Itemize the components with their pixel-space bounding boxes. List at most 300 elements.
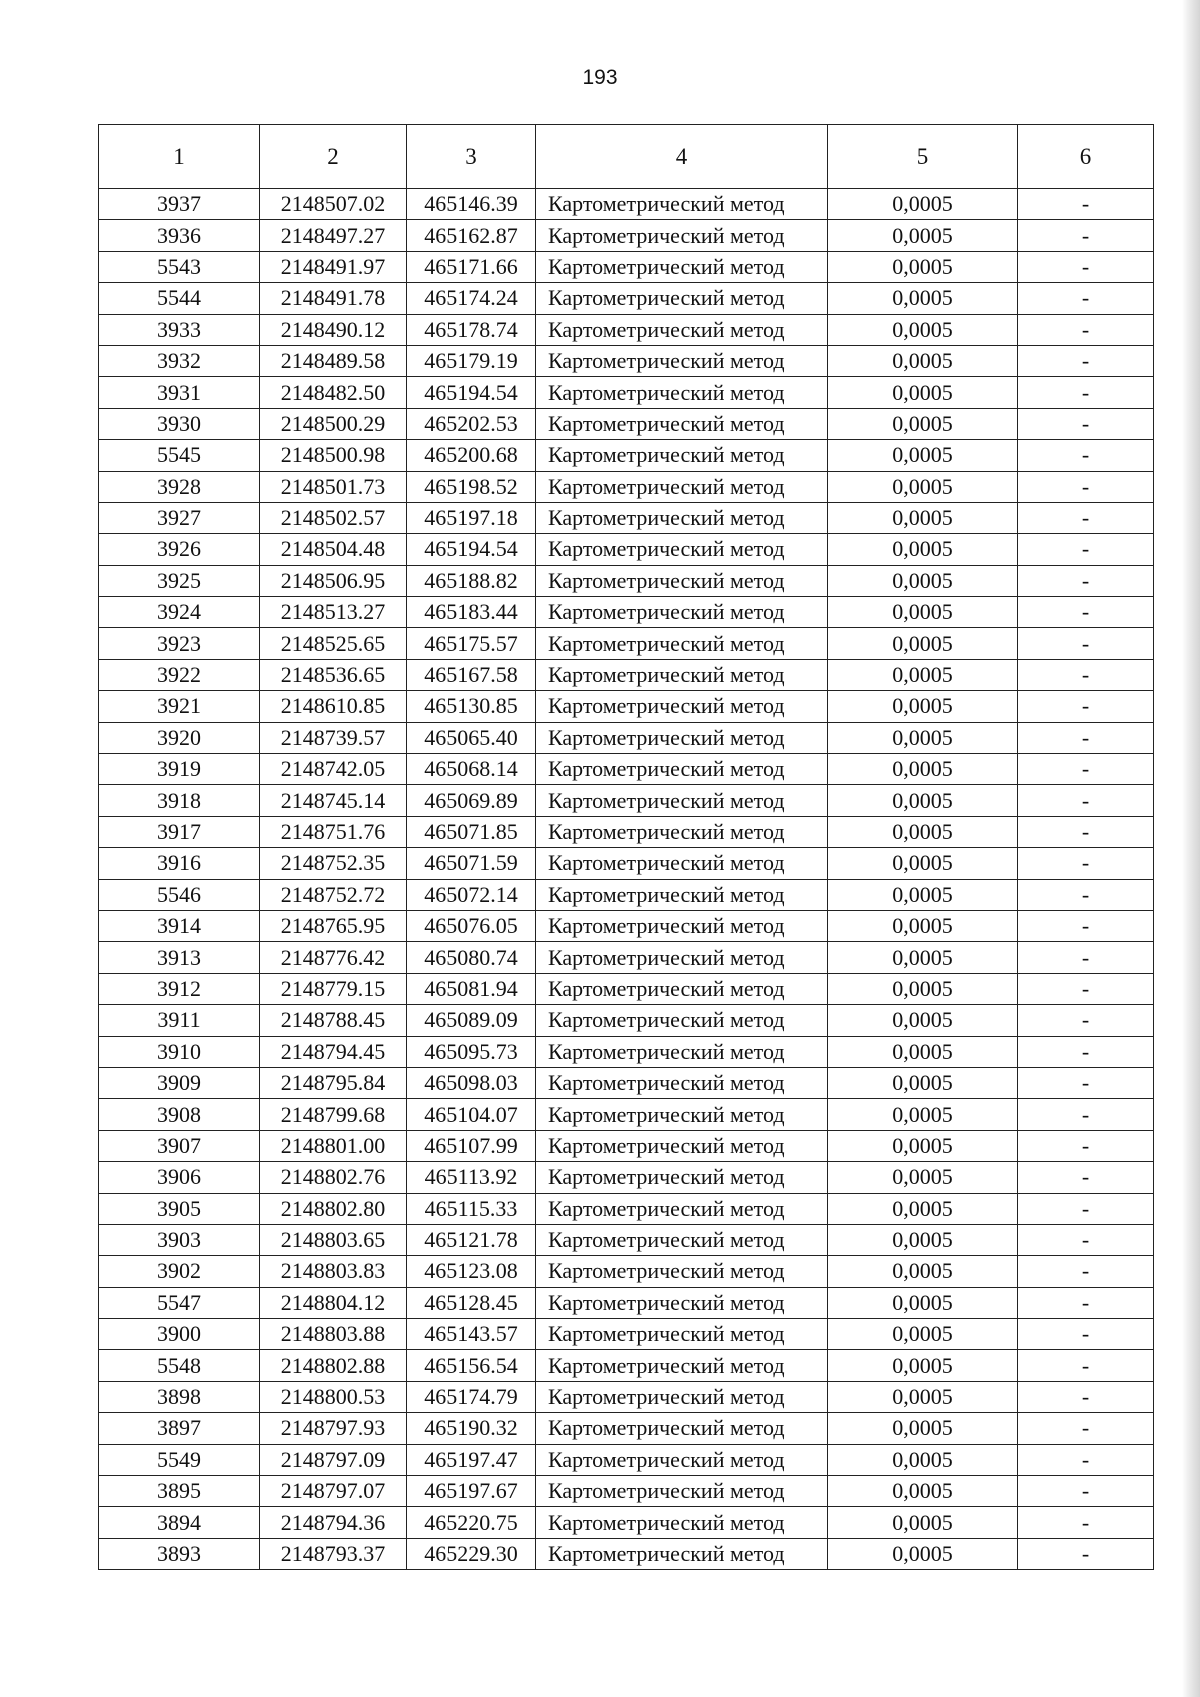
accuracy-cell: 0,0005 — [828, 1381, 1018, 1412]
point-number-cell: 3911 — [99, 1005, 260, 1036]
method-cell: Картометрический метод — [536, 1538, 828, 1569]
note-cell: - — [1018, 722, 1154, 753]
note-cell: - — [1018, 534, 1154, 565]
note-cell: - — [1018, 1381, 1154, 1412]
point-number-cell: 5546 — [99, 879, 260, 910]
table-row — [99, 189, 1154, 220]
point-number-cell: 3924 — [99, 597, 260, 628]
header-col-5: 5 — [828, 125, 1018, 189]
method-cell: Картометрический метод — [536, 597, 828, 628]
y-coordinate-cell: 465194.54 — [407, 534, 536, 565]
x-coordinate-cell: 2148802.80 — [260, 1193, 407, 1224]
accuracy-cell: 0,0005 — [828, 848, 1018, 879]
point-number-cell: 3925 — [99, 565, 260, 596]
note-cell: - — [1018, 1507, 1154, 1538]
note-cell: - — [1018, 785, 1154, 816]
point-number-cell: 3910 — [99, 1036, 260, 1067]
method-cell: Картометрический метод — [536, 1256, 828, 1287]
y-coordinate-cell: 465081.94 — [407, 973, 536, 1004]
note-cell: - — [1018, 1319, 1154, 1350]
x-coordinate-cell: 2148500.29 — [260, 408, 407, 439]
table-row — [99, 628, 1154, 659]
method-cell: Картометрический метод — [536, 502, 828, 533]
method-cell: Картометрический метод — [536, 189, 828, 220]
x-coordinate-cell: 2148745.14 — [260, 785, 407, 816]
x-coordinate-cell: 2148776.42 — [260, 942, 407, 973]
note-cell: - — [1018, 1067, 1154, 1098]
note-cell: - — [1018, 377, 1154, 408]
method-cell: Картометрический метод — [536, 910, 828, 941]
y-coordinate-cell: 465107.99 — [407, 1130, 536, 1161]
accuracy-cell: 0,0005 — [828, 1036, 1018, 1067]
table-row — [99, 1162, 1154, 1193]
point-number-cell: 3919 — [99, 754, 260, 785]
x-coordinate-cell: 2148489.58 — [260, 345, 407, 376]
y-coordinate-cell: 465183.44 — [407, 597, 536, 628]
method-cell: Картометрический метод — [536, 942, 828, 973]
accuracy-cell: 0,0005 — [828, 1256, 1018, 1287]
x-coordinate-cell: 2148803.83 — [260, 1256, 407, 1287]
method-cell: Картометрический метод — [536, 1413, 828, 1444]
accuracy-cell: 0,0005 — [828, 502, 1018, 533]
point-number-cell: 3926 — [99, 534, 260, 565]
x-coordinate-cell: 2148765.95 — [260, 910, 407, 941]
x-coordinate-cell: 2148788.45 — [260, 1005, 407, 1036]
method-cell: Картометрический метод — [536, 1507, 828, 1538]
note-cell: - — [1018, 565, 1154, 596]
method-cell: Картометрический метод — [536, 1005, 828, 1036]
table-row — [99, 565, 1154, 596]
accuracy-cell: 0,0005 — [828, 345, 1018, 376]
table-row — [99, 1067, 1154, 1098]
x-coordinate-cell: 2148794.45 — [260, 1036, 407, 1067]
x-coordinate-cell: 2148525.65 — [260, 628, 407, 659]
method-cell: Картометрический метод — [536, 1350, 828, 1381]
note-cell: - — [1018, 471, 1154, 502]
point-number-cell: 5544 — [99, 283, 260, 314]
table-row — [99, 754, 1154, 785]
accuracy-cell: 0,0005 — [828, 377, 1018, 408]
x-coordinate-cell: 2148501.73 — [260, 471, 407, 502]
note-cell: - — [1018, 440, 1154, 471]
x-coordinate-cell: 2148751.76 — [260, 816, 407, 847]
table-row — [99, 816, 1154, 847]
method-cell: Картометрический метод — [536, 1067, 828, 1098]
method-cell: Картометрический метод — [536, 659, 828, 690]
header-col-6: 6 — [1018, 125, 1154, 189]
table-row — [99, 659, 1154, 690]
point-number-cell: 3920 — [99, 722, 260, 753]
y-coordinate-cell: 465080.74 — [407, 942, 536, 973]
table-row — [99, 314, 1154, 345]
x-coordinate-cell: 2148801.00 — [260, 1130, 407, 1161]
y-coordinate-cell: 465202.53 — [407, 408, 536, 439]
y-coordinate-cell: 465065.40 — [407, 722, 536, 753]
table-row — [99, 1413, 1154, 1444]
note-cell: - — [1018, 1413, 1154, 1444]
x-coordinate-cell: 2148507.02 — [260, 189, 407, 220]
accuracy-cell: 0,0005 — [828, 1130, 1018, 1161]
accuracy-cell: 0,0005 — [828, 1067, 1018, 1098]
x-coordinate-cell: 2148752.35 — [260, 848, 407, 879]
method-cell: Картометрический метод — [536, 314, 828, 345]
y-coordinate-cell: 465076.05 — [407, 910, 536, 941]
note-cell: - — [1018, 345, 1154, 376]
point-number-cell: 3908 — [99, 1099, 260, 1130]
accuracy-cell: 0,0005 — [828, 722, 1018, 753]
table-row — [99, 1287, 1154, 1318]
table-body — [99, 189, 1154, 1570]
y-coordinate-cell: 465095.73 — [407, 1036, 536, 1067]
point-number-cell: 3936 — [99, 220, 260, 251]
note-cell: - — [1018, 691, 1154, 722]
point-number-cell: 3927 — [99, 502, 260, 533]
method-cell: Картометрический метод — [536, 534, 828, 565]
method-cell: Картометрический метод — [536, 1476, 828, 1507]
note-cell: - — [1018, 848, 1154, 879]
x-coordinate-cell: 2148490.12 — [260, 314, 407, 345]
table-row — [99, 879, 1154, 910]
x-coordinate-cell: 2148497.27 — [260, 220, 407, 251]
coordinates-table — [98, 124, 1154, 1570]
x-coordinate-cell: 2148803.65 — [260, 1224, 407, 1255]
note-cell: - — [1018, 910, 1154, 941]
accuracy-cell: 0,0005 — [828, 1350, 1018, 1381]
header-col-1: 1 — [99, 125, 260, 189]
method-cell: Картометрический метод — [536, 1224, 828, 1255]
method-cell: Картометрический метод — [536, 1099, 828, 1130]
table-row — [99, 597, 1154, 628]
note-cell: - — [1018, 1099, 1154, 1130]
header-row — [99, 125, 1154, 189]
accuracy-cell: 0,0005 — [828, 565, 1018, 596]
point-number-cell: 3897 — [99, 1413, 260, 1444]
point-number-cell: 3923 — [99, 628, 260, 659]
x-coordinate-cell: 2148800.53 — [260, 1381, 407, 1412]
accuracy-cell: 0,0005 — [828, 785, 1018, 816]
method-cell: Картометрический метод — [536, 1319, 828, 1350]
note-cell: - — [1018, 1287, 1154, 1318]
method-cell: Картометрический метод — [536, 722, 828, 753]
note-cell: - — [1018, 659, 1154, 690]
table-row — [99, 973, 1154, 1004]
note-cell: - — [1018, 1538, 1154, 1569]
table-row — [99, 722, 1154, 753]
y-coordinate-cell: 465175.57 — [407, 628, 536, 659]
accuracy-cell: 0,0005 — [828, 879, 1018, 910]
y-coordinate-cell: 465071.85 — [407, 816, 536, 847]
y-coordinate-cell: 465194.54 — [407, 377, 536, 408]
point-number-cell: 5547 — [99, 1287, 260, 1318]
note-cell: - — [1018, 942, 1154, 973]
x-coordinate-cell: 2148804.12 — [260, 1287, 407, 1318]
accuracy-cell: 0,0005 — [828, 1224, 1018, 1255]
table-row — [99, 1005, 1154, 1036]
accuracy-cell: 0,0005 — [828, 1193, 1018, 1224]
note-cell: - — [1018, 408, 1154, 439]
point-number-cell: 5549 — [99, 1444, 260, 1475]
point-number-cell: 3937 — [99, 189, 260, 220]
accuracy-cell: 0,0005 — [828, 408, 1018, 439]
x-coordinate-cell: 2148752.72 — [260, 879, 407, 910]
point-number-cell: 3921 — [99, 691, 260, 722]
y-coordinate-cell: 465146.39 — [407, 189, 536, 220]
note-cell: - — [1018, 1036, 1154, 1067]
accuracy-cell: 0,0005 — [828, 314, 1018, 345]
method-cell: Картометрический метод — [536, 283, 828, 314]
y-coordinate-cell: 465162.87 — [407, 220, 536, 251]
accuracy-cell: 0,0005 — [828, 534, 1018, 565]
y-coordinate-cell: 465229.30 — [407, 1538, 536, 1569]
x-coordinate-cell: 2148794.36 — [260, 1507, 407, 1538]
note-cell: - — [1018, 1476, 1154, 1507]
y-coordinate-cell: 465068.14 — [407, 754, 536, 785]
point-number-cell: 3909 — [99, 1067, 260, 1098]
y-coordinate-cell: 465197.18 — [407, 502, 536, 533]
table-row — [99, 910, 1154, 941]
y-coordinate-cell: 465198.52 — [407, 471, 536, 502]
y-coordinate-cell: 465156.54 — [407, 1350, 536, 1381]
note-cell: - — [1018, 816, 1154, 847]
note-cell: - — [1018, 283, 1154, 314]
accuracy-cell: 0,0005 — [828, 220, 1018, 251]
table-row — [99, 848, 1154, 879]
accuracy-cell: 0,0005 — [828, 440, 1018, 471]
note-cell: - — [1018, 879, 1154, 910]
point-number-cell: 3913 — [99, 942, 260, 973]
method-cell: Картометрический метод — [536, 1036, 828, 1067]
y-coordinate-cell: 465197.47 — [407, 1444, 536, 1475]
note-cell: - — [1018, 251, 1154, 282]
method-cell: Картометрический метод — [536, 1444, 828, 1475]
accuracy-cell: 0,0005 — [828, 659, 1018, 690]
table-row — [99, 502, 1154, 533]
note-cell: - — [1018, 1162, 1154, 1193]
table-row — [99, 377, 1154, 408]
note-cell: - — [1018, 597, 1154, 628]
accuracy-cell: 0,0005 — [828, 973, 1018, 1004]
table-row — [99, 1193, 1154, 1224]
method-cell: Картометрический метод — [536, 1162, 828, 1193]
header-col-2: 2 — [260, 125, 407, 189]
x-coordinate-cell: 2148482.50 — [260, 377, 407, 408]
accuracy-cell: 0,0005 — [828, 283, 1018, 314]
method-cell: Картометрический метод — [536, 220, 828, 251]
point-number-cell: 3907 — [99, 1130, 260, 1161]
y-coordinate-cell: 465167.58 — [407, 659, 536, 690]
point-number-cell: 3905 — [99, 1193, 260, 1224]
accuracy-cell: 0,0005 — [828, 1507, 1018, 1538]
table-row — [99, 1350, 1154, 1381]
point-number-cell: 5545 — [99, 440, 260, 471]
y-coordinate-cell: 465200.68 — [407, 440, 536, 471]
y-coordinate-cell: 465098.03 — [407, 1067, 536, 1098]
header-col-4: 4 — [536, 125, 828, 189]
x-coordinate-cell: 2148513.27 — [260, 597, 407, 628]
table-row — [99, 942, 1154, 973]
method-cell: Картометрический метод — [536, 377, 828, 408]
x-coordinate-cell: 2148802.88 — [260, 1350, 407, 1381]
point-number-cell: 5548 — [99, 1350, 260, 1381]
table-row — [99, 1224, 1154, 1255]
x-coordinate-cell: 2148797.93 — [260, 1413, 407, 1444]
point-number-cell: 3903 — [99, 1224, 260, 1255]
y-coordinate-cell: 465197.67 — [407, 1476, 536, 1507]
table-row — [99, 1319, 1154, 1350]
point-number-cell: 3902 — [99, 1256, 260, 1287]
table-row — [99, 1099, 1154, 1130]
note-cell: - — [1018, 973, 1154, 1004]
point-number-cell: 3930 — [99, 408, 260, 439]
x-coordinate-cell: 2148779.15 — [260, 973, 407, 1004]
note-cell: - — [1018, 502, 1154, 533]
accuracy-cell: 0,0005 — [828, 691, 1018, 722]
x-coordinate-cell: 2148500.98 — [260, 440, 407, 471]
point-number-cell: 3932 — [99, 345, 260, 376]
point-number-cell: 3898 — [99, 1381, 260, 1412]
method-cell: Картометрический метод — [536, 1130, 828, 1161]
method-cell: Картометрический метод — [536, 785, 828, 816]
method-cell: Картометрический метод — [536, 848, 828, 879]
y-coordinate-cell: 465121.78 — [407, 1224, 536, 1255]
method-cell: Картометрический метод — [536, 973, 828, 1004]
table-row — [99, 440, 1154, 471]
x-coordinate-cell: 2148742.05 — [260, 754, 407, 785]
note-cell: - — [1018, 1005, 1154, 1036]
x-coordinate-cell: 2148491.78 — [260, 283, 407, 314]
accuracy-cell: 0,0005 — [828, 597, 1018, 628]
point-number-cell: 3900 — [99, 1319, 260, 1350]
y-coordinate-cell: 465188.82 — [407, 565, 536, 596]
point-number-cell: 3914 — [99, 910, 260, 941]
point-number-cell: 3894 — [99, 1507, 260, 1538]
x-coordinate-cell: 2148802.76 — [260, 1162, 407, 1193]
point-number-cell: 3933 — [99, 314, 260, 345]
table-row — [99, 1381, 1154, 1412]
note-cell: - — [1018, 220, 1154, 251]
y-coordinate-cell: 465174.24 — [407, 283, 536, 314]
table-row — [99, 1444, 1154, 1475]
y-coordinate-cell: 465089.09 — [407, 1005, 536, 1036]
y-coordinate-cell: 465071.59 — [407, 848, 536, 879]
table-row — [99, 1507, 1154, 1538]
x-coordinate-cell: 2148610.85 — [260, 691, 407, 722]
x-coordinate-cell: 2148797.07 — [260, 1476, 407, 1507]
y-coordinate-cell: 465220.75 — [407, 1507, 536, 1538]
table-row — [99, 283, 1154, 314]
point-number-cell: 3922 — [99, 659, 260, 690]
method-cell: Картометрический метод — [536, 1287, 828, 1318]
accuracy-cell: 0,0005 — [828, 189, 1018, 220]
table-row — [99, 220, 1154, 251]
note-cell: - — [1018, 1224, 1154, 1255]
point-number-cell: 3918 — [99, 785, 260, 816]
x-coordinate-cell: 2148536.65 — [260, 659, 407, 690]
point-number-cell: 3893 — [99, 1538, 260, 1569]
accuracy-cell: 0,0005 — [828, 942, 1018, 973]
x-coordinate-cell: 2148491.97 — [260, 251, 407, 282]
method-cell: Картометрический метод — [536, 628, 828, 659]
y-coordinate-cell: 465179.19 — [407, 345, 536, 376]
point-number-cell: 3928 — [99, 471, 260, 502]
note-cell: - — [1018, 628, 1154, 659]
accuracy-cell: 0,0005 — [828, 471, 1018, 502]
accuracy-cell: 0,0005 — [828, 251, 1018, 282]
note-cell: - — [1018, 1444, 1154, 1475]
y-coordinate-cell: 465069.89 — [407, 785, 536, 816]
x-coordinate-cell: 2148795.84 — [260, 1067, 407, 1098]
table-row — [99, 691, 1154, 722]
method-cell: Картометрический метод — [536, 565, 828, 596]
table-row — [99, 785, 1154, 816]
y-coordinate-cell: 465104.07 — [407, 1099, 536, 1130]
y-coordinate-cell: 465171.66 — [407, 251, 536, 282]
note-cell: - — [1018, 1193, 1154, 1224]
table-row — [99, 408, 1154, 439]
x-coordinate-cell: 2148504.48 — [260, 534, 407, 565]
note-cell: - — [1018, 1256, 1154, 1287]
point-number-cell: 3916 — [99, 848, 260, 879]
method-cell: Картометрический метод — [536, 345, 828, 376]
y-coordinate-cell: 465178.74 — [407, 314, 536, 345]
accuracy-cell: 0,0005 — [828, 910, 1018, 941]
x-coordinate-cell: 2148797.09 — [260, 1444, 407, 1475]
x-coordinate-cell: 2148793.37 — [260, 1538, 407, 1569]
note-cell: - — [1018, 1130, 1154, 1161]
accuracy-cell: 0,0005 — [828, 1413, 1018, 1444]
x-coordinate-cell: 2148502.57 — [260, 502, 407, 533]
method-cell: Картометрический метод — [536, 816, 828, 847]
page-number: 193 — [582, 66, 618, 89]
y-coordinate-cell: 465174.79 — [407, 1381, 536, 1412]
accuracy-cell: 0,0005 — [828, 816, 1018, 847]
y-coordinate-cell: 465190.32 — [407, 1413, 536, 1444]
table-row — [99, 471, 1154, 502]
accuracy-cell: 0,0005 — [828, 1287, 1018, 1318]
table-row — [99, 1036, 1154, 1067]
method-cell: Картометрический метод — [536, 408, 828, 439]
method-cell: Картометрический метод — [536, 251, 828, 282]
point-number-cell: 3931 — [99, 377, 260, 408]
y-coordinate-cell: 465130.85 — [407, 691, 536, 722]
accuracy-cell: 0,0005 — [828, 1476, 1018, 1507]
method-cell: Картометрический метод — [536, 440, 828, 471]
y-coordinate-cell: 465072.14 — [407, 879, 536, 910]
note-cell: - — [1018, 314, 1154, 345]
table-row — [99, 251, 1154, 282]
x-coordinate-cell: 2148799.68 — [260, 1099, 407, 1130]
accuracy-cell: 0,0005 — [828, 1162, 1018, 1193]
method-cell: Картометрический метод — [536, 471, 828, 502]
scan-edge-shadow — [1182, 0, 1200, 1697]
table-row — [99, 1476, 1154, 1507]
y-coordinate-cell: 465113.92 — [407, 1162, 536, 1193]
method-cell: Картометрический метод — [536, 879, 828, 910]
table-row — [99, 1538, 1154, 1569]
table-row — [99, 534, 1154, 565]
table-row — [99, 345, 1154, 376]
table-row — [99, 1130, 1154, 1161]
point-number-cell: 3906 — [99, 1162, 260, 1193]
point-number-cell: 5543 — [99, 251, 260, 282]
point-number-cell: 3917 — [99, 816, 260, 847]
point-number-cell: 3895 — [99, 1476, 260, 1507]
note-cell: - — [1018, 754, 1154, 785]
table-row — [99, 1256, 1154, 1287]
accuracy-cell: 0,0005 — [828, 1538, 1018, 1569]
method-cell: Картометрический метод — [536, 691, 828, 722]
note-cell: - — [1018, 189, 1154, 220]
